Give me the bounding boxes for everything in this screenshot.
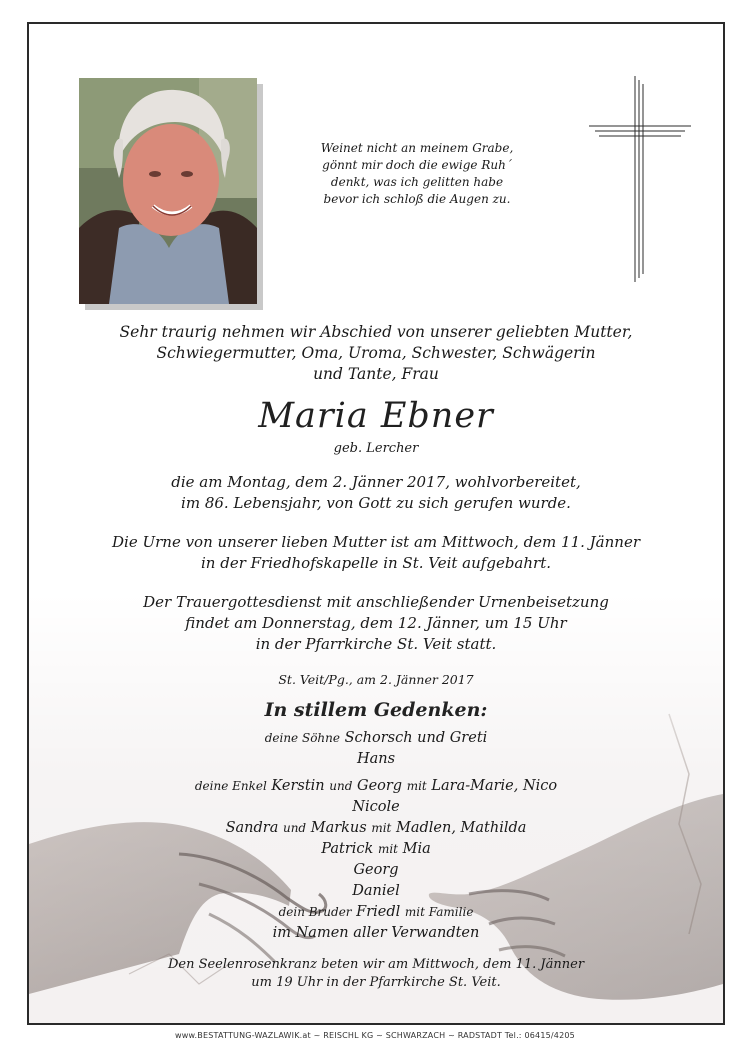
rosary-announcement: [29, 956, 723, 992]
connector: und: [329, 779, 353, 793]
mourner-line: [29, 839, 723, 860]
mourner-line: [29, 902, 723, 923]
connector: und: [282, 821, 307, 835]
portrait-photo-frame: [79, 78, 257, 304]
mourner-name: Kerstin: [271, 778, 325, 794]
urn-line: Die Urne von unserer lieben Mutter ist am Mittwoch, dem 11. Jänner: [112, 533, 640, 551]
mourner-name: Sandra: [225, 820, 279, 836]
poem-line: denkt, was ich gelitten habe: [330, 175, 504, 189]
portrait-photo: [79, 78, 257, 304]
mourner-names: Madlen, Mathilda: [395, 820, 527, 836]
deceased-name: Maria Ebner: [258, 396, 494, 436]
mourner-names: Lara-Marie, Nico: [431, 778, 558, 794]
urn-line: in der Friedhofskapelle in St. Veit aufgebahrt.: [201, 554, 551, 572]
poem-line: gönnt mir doch die ewige Ruh´: [322, 158, 512, 172]
mourner-line: Nicole: [352, 799, 400, 815]
service-announcement: [29, 592, 723, 655]
rosary-line: um 19 Uhr in der Pfarrkirche St. Veit.: [251, 975, 501, 990]
funeral-home-footer: www.BESTATTUNG-WAZLAWIK.at ~ REISCHL KG ~ SCHWARZACH ~ RADSTADT Tel.: 06415/4205: [175, 1031, 575, 1040]
connector: mit: [371, 821, 392, 835]
service-line: Der Trauergottesdienst mit anschließender Urnenbeisetzung: [143, 593, 609, 611]
death-notice-card: [27, 22, 725, 1025]
mourner-name: Georg: [356, 778, 403, 794]
mourner-names: Schorsch und Greti: [344, 730, 488, 746]
relation-label: deine Enkel: [194, 779, 267, 793]
mourner-line: [29, 818, 723, 839]
service-line: findet am Donnerstag, dem 12. Jänner, um 15 Uhr: [185, 614, 567, 632]
connector: mit: [406, 779, 427, 793]
remembrance-heading: In stillem Gedenken:: [264, 699, 488, 721]
birth-name: geb. Lercher: [333, 441, 419, 456]
intro-line: und Tante, Frau: [313, 365, 439, 383]
mourner-line: Hans: [356, 751, 396, 767]
intro-line: Schwiegermutter, Oma, Uroma, Schwester, Schwägerin: [156, 344, 596, 362]
death-announcement: [29, 472, 723, 514]
death-line: die am Montag, dem 2. Jänner 2017, wohlvorbereitet,: [171, 473, 581, 491]
poem-line: bevor ich schloß die Augen zu.: [323, 192, 511, 206]
mourner-line: [29, 776, 723, 797]
intro-line: Sehr traurig nehmen wir Abschied von unserer geliebten Mutter,: [119, 323, 633, 341]
poem-line: Weinet nicht an meinem Grabe,: [320, 141, 514, 155]
connector: mit: [377, 842, 398, 856]
mourner-name: Friedl: [356, 904, 401, 920]
mourner-line: [29, 728, 723, 749]
mourner-line: im Namen aller Verwandten: [272, 925, 480, 941]
notice-text: [29, 322, 723, 992]
rosary-line: Den Seelenrosenkranz beten wir am Mittwoch, dem 11. Jänner: [167, 957, 585, 972]
relation-label: deine Söhne: [264, 731, 340, 745]
service-line: in der Pfarrkirche St. Veit statt.: [255, 635, 497, 653]
mourner-line: Daniel: [352, 883, 400, 899]
mourner-name: Mia: [402, 841, 431, 857]
mourner-name: Patrick: [321, 841, 374, 857]
mourner-line: Georg: [353, 862, 399, 878]
relation-label: dein Bruder: [278, 905, 352, 919]
death-line: im 86. Lebensjahr, von Gott zu sich gerufen wurde.: [181, 494, 571, 512]
connector: mit Familie: [404, 905, 474, 919]
mourners-list: [29, 728, 723, 944]
mourner-name: Markus: [310, 820, 367, 836]
cross-icon: [589, 76, 691, 282]
place-and-date: St. Veit/Pg., am 2. Jänner 2017: [278, 672, 474, 687]
urn-announcement: [29, 532, 723, 574]
memorial-poem: [309, 140, 525, 208]
